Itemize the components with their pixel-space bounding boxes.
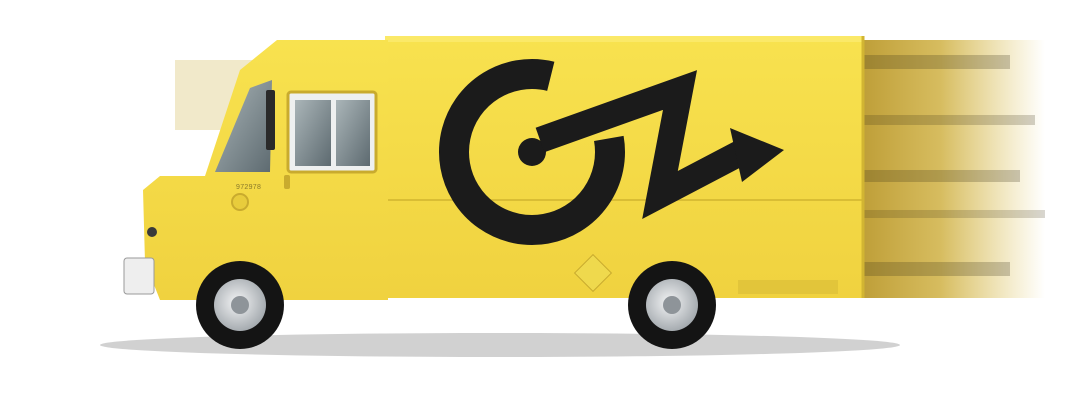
door-handle: [284, 175, 290, 189]
fleet-number: 972978: [236, 184, 262, 191]
side-mirror: [266, 90, 275, 150]
headlight: [147, 227, 157, 237]
cab: [124, 40, 388, 300]
fuel-cap: [232, 194, 248, 210]
rear-wheel: [628, 261, 716, 349]
front-bumper: [124, 258, 154, 294]
front-wheel: [196, 261, 284, 349]
